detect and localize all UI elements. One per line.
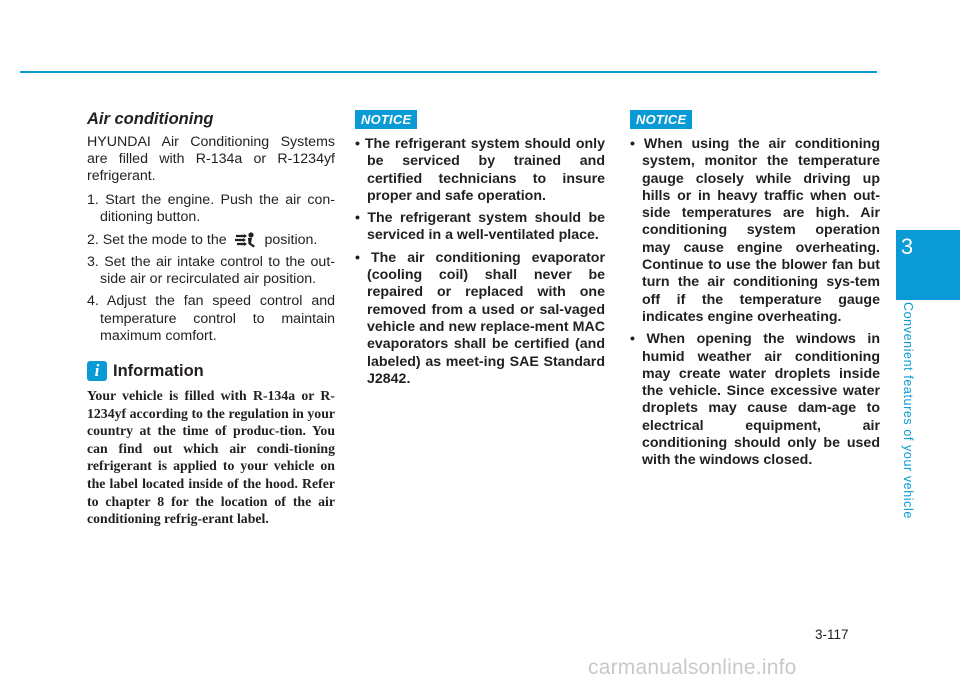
information-icon: i xyxy=(87,361,107,381)
watermark: carmanualsonline.info xyxy=(588,656,797,679)
notice-badge: NOTICE xyxy=(355,110,417,129)
section-title: Air conditioning xyxy=(87,110,214,128)
vent-mode-icon xyxy=(233,231,259,249)
notice-list xyxy=(630,136,880,470)
information-header xyxy=(87,361,335,381)
notice-item: • The air conditioning evaporator (cooling coil) shall never be repaired or replaced with one removed from a used or sal-vaged vehicle and new replace-ment MAC evaporators shall be certified (and labeled) as meet-ing SAE Standard J2842. xyxy=(355,249,605,387)
notice-column-1 xyxy=(355,110,605,393)
header-rule xyxy=(20,71,877,73)
notice-column-2 xyxy=(630,110,880,475)
air-conditioning-column xyxy=(87,110,335,528)
notice-list xyxy=(355,136,605,388)
page-number: 3-117 xyxy=(815,627,849,642)
step-text: 2. Set the mode to the xyxy=(87,231,227,248)
chapter-side-tab xyxy=(896,0,960,689)
notice-badge: NOTICE xyxy=(630,110,692,129)
step-text-suffix: position. xyxy=(264,231,318,248)
intro-paragraph: HYUNDAI Air Conditioning Systems are filled with R-134a or R-1234yf refrigerant. xyxy=(87,134,335,185)
step-item-mode xyxy=(87,231,335,249)
chapter-number: 3 xyxy=(900,234,914,259)
notice-item: • When using the air conditioning system, monitor the temperature gauge closely while driving up hills or in heavy traffic when out-side temperatures are high. Air conditioning system operation may cause engine overheating. Continue to use the blower fan but turn the air conditioning sys-tem off if the temperature gauge indicates engine overheating. xyxy=(630,136,880,325)
chapter-number-box xyxy=(896,230,960,300)
information-title: Information xyxy=(113,361,204,380)
step-item: 3. Set the air intake control to the out-side air or recirculated air position. xyxy=(87,254,335,288)
notice-item: • The refrigerant system should only be serviced by trained and certified technicians to insure proper and safe operation. xyxy=(355,136,605,204)
notice-item: • The refrigerant system should be serviced in a well-ventilated place. xyxy=(355,210,605,244)
information-text: Your vehicle is filled with R-134a or R-1234yf according to the regulation in your country at the time of produc-tion. You can find out which air condi-tioning refrigerant is applied to your vehicle on the label located inside of the hood. Refer to chapter 8 for the location of the air conditioning refrig-erant label. xyxy=(87,388,335,527)
step-item: 4. Adjust the fan speed control and temperature control to maintain maximum comfort. xyxy=(87,293,335,344)
chapter-title-wrap xyxy=(899,302,919,519)
step-item: 1. Start the engine. Push the air con-ditioning button. xyxy=(87,191,335,225)
steps-list xyxy=(87,192,335,345)
chapter-title: Convenient features of your vehicle xyxy=(901,302,915,519)
notice-item: • When opening the windows in humid weather air conditioning may create water droplets inside the vehicle. Since excessive water droplets may cause dam-age to electrical equipment, air conditioning should only be used with the windows closed. xyxy=(630,331,880,469)
